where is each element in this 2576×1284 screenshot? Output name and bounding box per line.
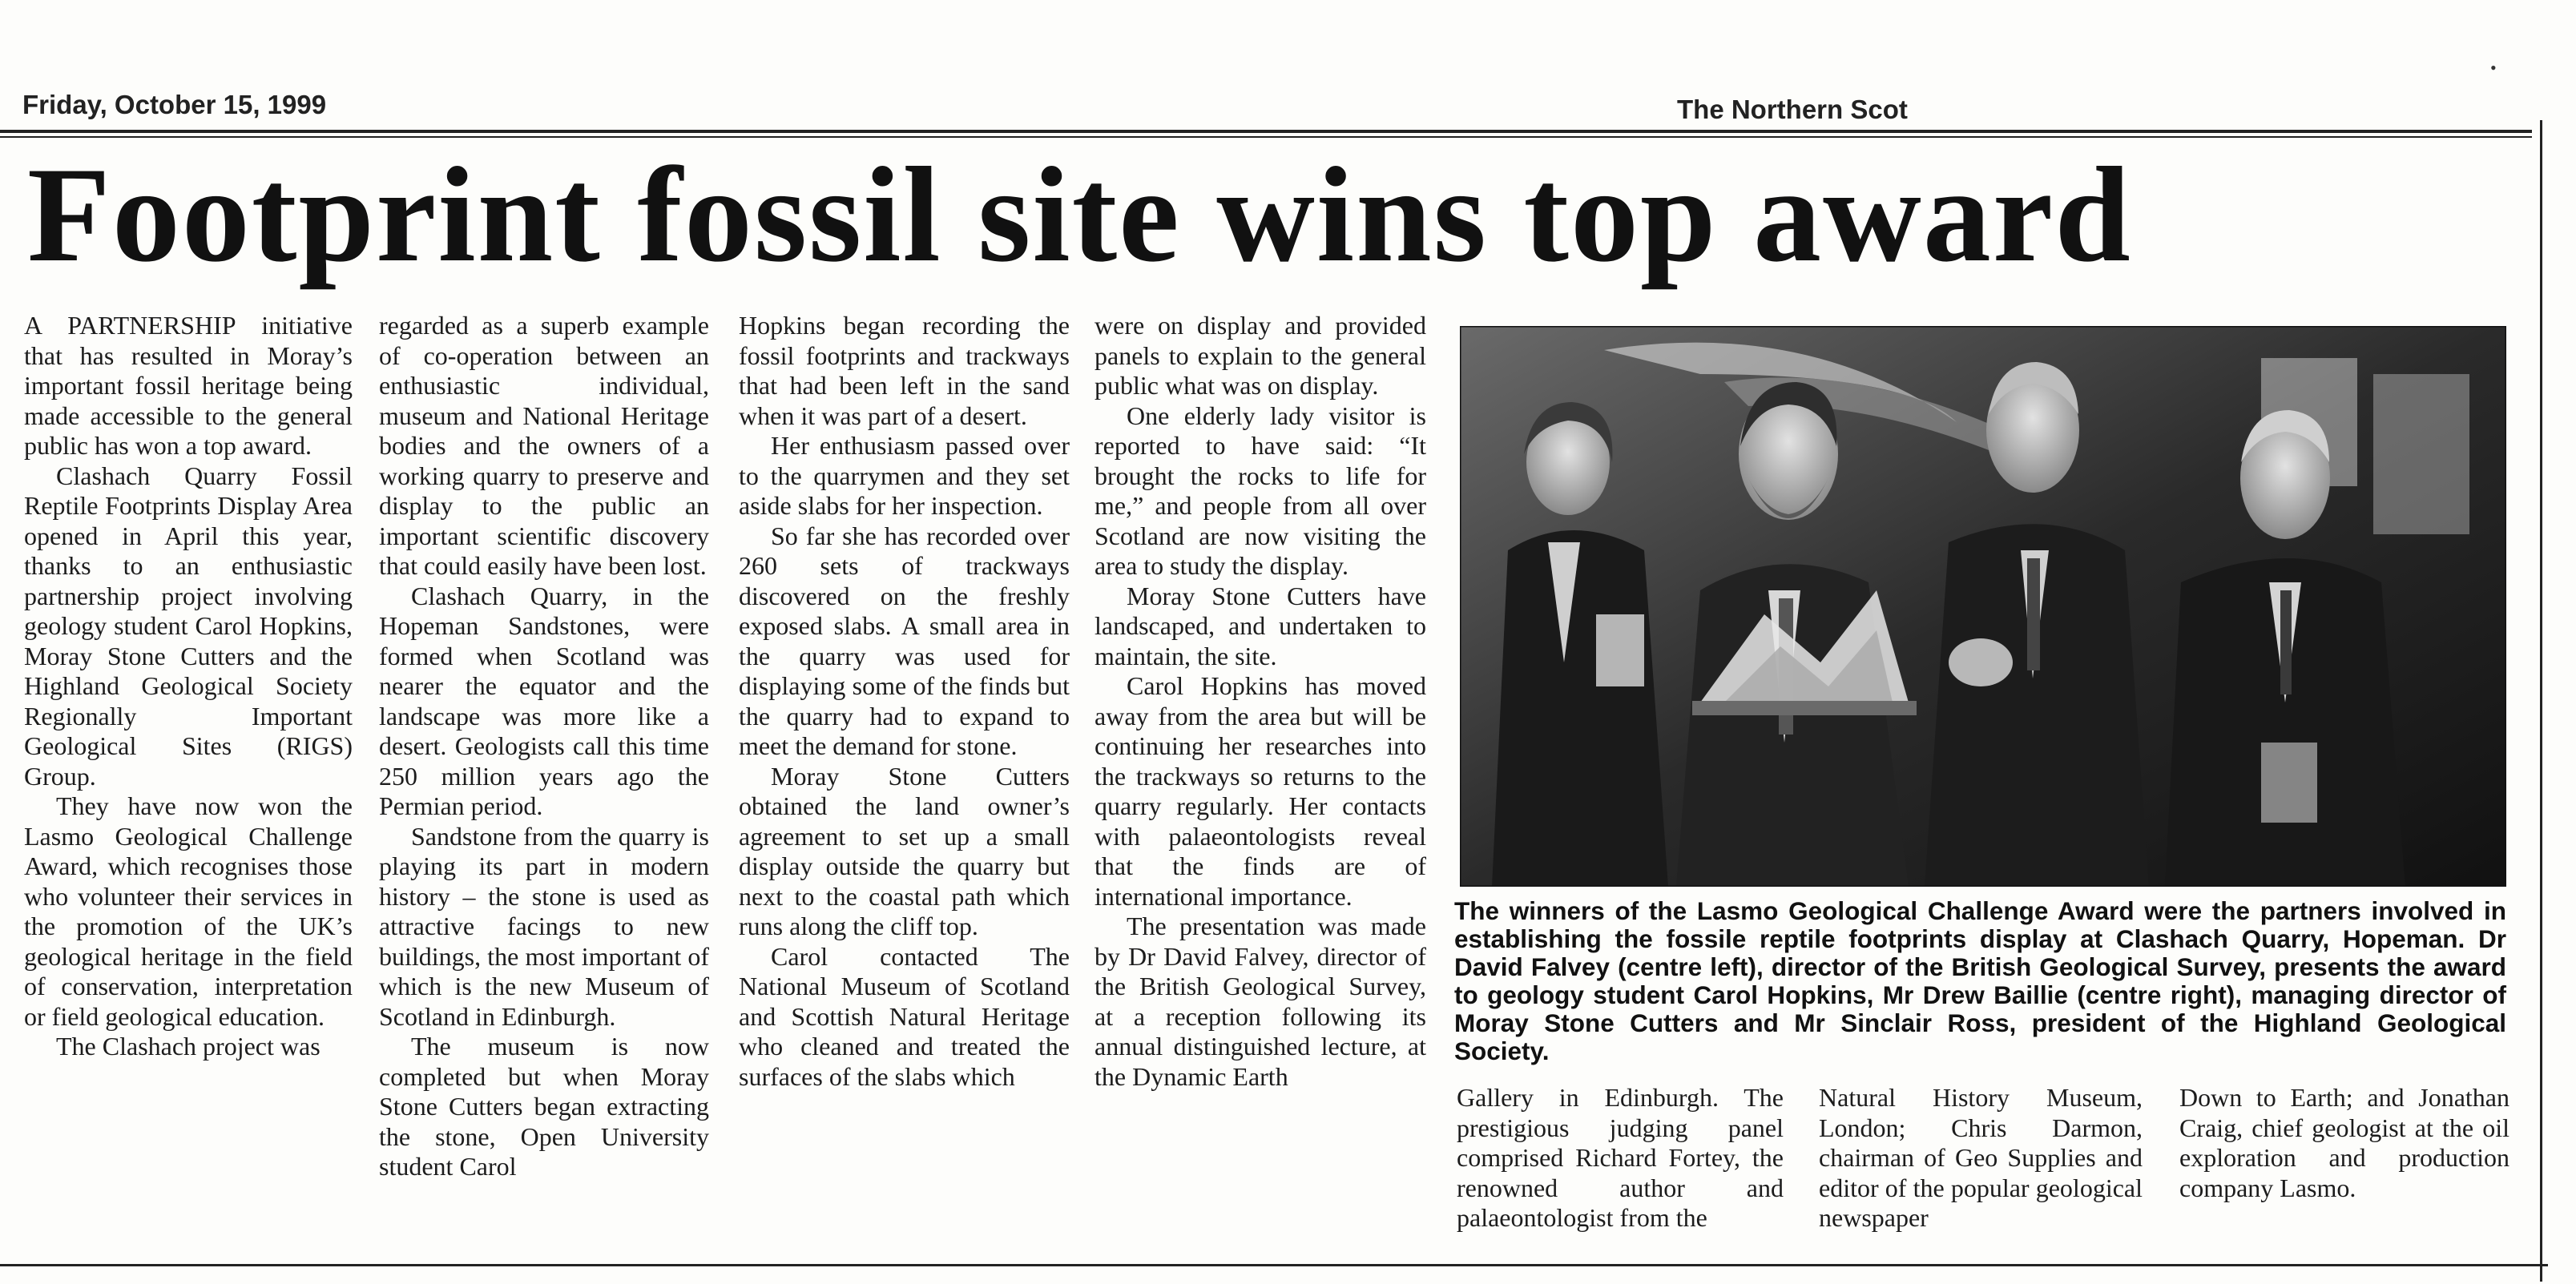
- paragraph: Carol Hopkins has moved away from the area but will be continuing her researches into the trackways so returns to the quarry regularly. Her contacts with palaeontologists reveal that the finds are of international importance.: [1094, 671, 1426, 911]
- paragraph: were on display and provided panels to explain to the general public what was on display.: [1094, 311, 1426, 400]
- article-column-3: [739, 311, 1070, 1248]
- top-rule: [0, 130, 2532, 133]
- bottom-rule: [0, 1264, 2548, 1266]
- photo-caption: The winners of the Lasmo Geological Challenge Award were the partners involved in establishing the fossile reptile footprints display at Clashach Quarry, Hopeman. Dr David Falvey (centre left), director of the British Geological Survey, presents the award to geology student Carol Hopkins, Mr Drew Baillie (centre right), managing director of Moray Stone Cutters and Mr Sinclair Ross, president of the Highland Geological Society.: [1454, 896, 2506, 1065]
- paragraph: The museum is now completed but when Moray Stone Cutters began extracting the stone, Open University student Carol: [379, 1032, 709, 1181]
- paragraph: Clashach Quarry Fossil Reptile Footprints Display Area opened in April this year, thanks to an enthusiastic partnership project involving geology student Carol Hopkins, Moray Stone Cutters and the Highland Geological Society Regionally Important Geological Sites (RIGS) Group.: [24, 461, 353, 791]
- newspaper-name: The Northern Scot: [1677, 95, 1908, 124]
- paragraph: Sandstone from the quarry is playing its part in modern history – the stone is used as attractive facings to new buildings, the most important of which is the new Museum of Scotland in Edinburgh.: [379, 821, 709, 1031]
- article-column-6: [1819, 1083, 2143, 1243]
- headline: Footprint fossil site wins top award: [27, 139, 2132, 290]
- paragraph: Her enthusiasm passed over to the quarrymen and they set aside slabs for her inspection.: [739, 431, 1070, 520]
- top-rule-thin: [0, 136, 2532, 138]
- paragraph: Moray Stone Cutters have landscaped, and undertaken to maintain, the site.: [1094, 581, 1426, 670]
- paragraph: Gallery in Edinburgh. The prestigious judging panel comprised Richard Fortey, the renowned author and palaeontologist from the: [1457, 1083, 1784, 1232]
- paragraph: Carol contacted The National Museum of Scotland and Scottish Natural Heritage who cleaned and treated the surfaces of the slabs which: [739, 941, 1070, 1091]
- paragraph: Down to Earth; and Jonathan Craig, chief geologist at the oil exploration and production company Lasmo.: [2179, 1083, 2509, 1202]
- background-panel: [2373, 374, 2469, 534]
- article-column-5: [1457, 1083, 1784, 1243]
- paragraph: Clashach Quarry, in the Hopeman Sandstones, were formed when Scotland was nearer the equator and the landscape was more like a desert. Geologists call this time 250 million years ago the Permian period.: [379, 581, 709, 820]
- paragraph: They have now won the Lasmo Geological Challenge Award, which recognises those who volunteer their services in the promotion of the UK’s geological heritage in the field of conservation, interpretation or field geological education.: [24, 791, 353, 1031]
- paragraph: Moray Stone Cutters obtained the land owner’s agreement to set up a small display outside the quarry but next to the coastal path which runs along the cliff top.: [739, 761, 1070, 940]
- paragraph: A PARTNERSHIP initiative that has resulted in Moray’s important fossil heritage being made accessible to the general public has won a top award.: [24, 311, 353, 460]
- article-column-7: [2179, 1083, 2509, 1243]
- article-column-4: [1094, 311, 1426, 1248]
- right-border: [2540, 120, 2542, 1282]
- paragraph: The Clashach project was: [56, 1032, 320, 1061]
- paragraph: regarded as a superb example of co-operation between an enthusiastic individual, museum and National Heritage bodies and the owners of a working quarry to preserve and display to the public an important scientific discovery that could easily have been lost.: [379, 311, 709, 580]
- paragraph: The presentation was made by Dr David Falvey, director of the British Geological Survey, at a reception following its annual distinguished lecture, at the Dynamic Earth: [1094, 912, 1426, 1091]
- paragraph: Hopkins began recording the fossil footprints and trackways that had been left in the sand when it was part of a desert.: [739, 311, 1070, 430]
- article-column-1: [24, 311, 353, 1248]
- issue-date: Friday, October 15, 1999: [22, 90, 327, 119]
- article-column-2: [379, 311, 709, 1248]
- paragraph: So far she has recorded over 260 sets of trackways discovered on the freshly exposed slabs. A small area in the quarry was used for displaying some of the finds but the quarry had to expand to meet the demand for stone.: [739, 521, 1070, 760]
- paragraph: Natural History Museum, London; Chris Darmon, chairman of Geo Supplies and editor of the popular geological newspaper: [1819, 1083, 2143, 1232]
- paragraph: One elderly lady visitor is reported to have said: “It brought the rocks to life for me,” and people from all over Scotland are now visiting the area to study the display.: [1094, 400, 1426, 580]
- scan-mark: •: [2490, 58, 2497, 78]
- award-photo: [1460, 326, 2506, 887]
